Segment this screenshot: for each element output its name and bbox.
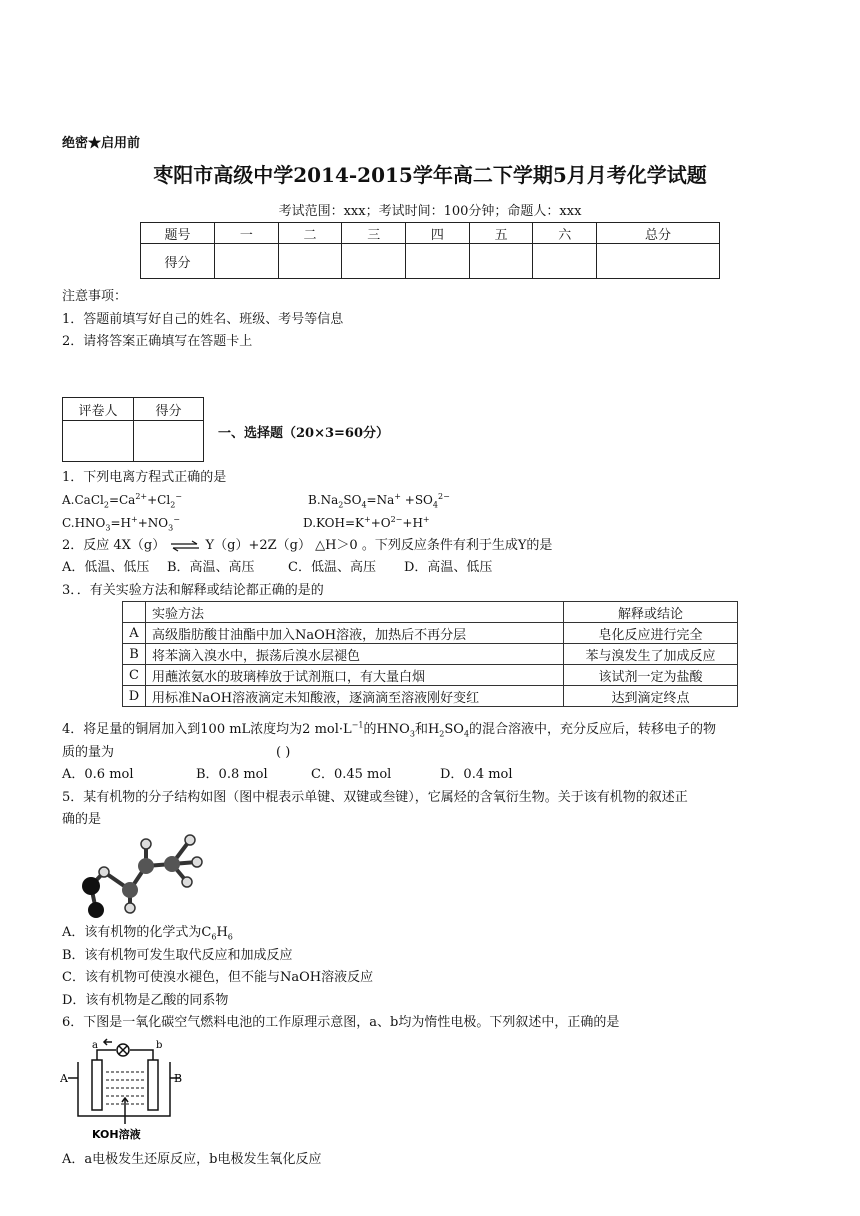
gas-b-label: B	[174, 1072, 183, 1085]
exam-info: 考试范围：xxx；考试时间：100分钟；命题人：xxx	[278, 204, 582, 219]
row-key: B	[123, 644, 146, 665]
grader-name-cell[interactable]	[63, 421, 134, 462]
q4-option: C．0.45 mol	[311, 767, 392, 782]
answer-paren: ( )	[276, 745, 291, 760]
koh-label: KOH溶液	[92, 1128, 141, 1140]
score-cell[interactable]	[406, 244, 470, 279]
q5-stem-line1: 5．某有机物的分子结构如图（图中棍表示单键、双键或叁键），它属烃的含氧衍生物。关于该有机物的叙述正	[62, 790, 688, 805]
fuel-cell-diagram	[60, 1038, 192, 1140]
row-conclusion: 苯与溴发生了加成反应	[564, 644, 738, 665]
q4-stem-line1: 4．将足量的铜屑加入到100 mL浓度均为2 $mol\cdot L^{-1}$的$HNO_3$和$H_2SO_4$的混合溶液中，充分反应后，转移电子的物	[62, 720, 717, 739]
score-cell[interactable]	[533, 244, 597, 279]
q1-stem: 1．下列电离方程式正确的是	[62, 470, 227, 485]
table-header-method: 实验方法	[146, 602, 564, 623]
table-row	[123, 623, 738, 644]
q1-option-c: $C.HNO_3=H^++NO_3^-$	[62, 515, 180, 533]
score-header-cell: 一	[215, 223, 279, 244]
score-header-cell: 五	[469, 223, 533, 244]
section-title: 一、选择题（20×3=60分）	[218, 426, 390, 441]
q4-option: D．0.4 mol	[440, 767, 513, 782]
score-header-cell: 四	[406, 223, 470, 244]
secret-label: 绝密★启用前	[62, 136, 141, 151]
q2-option: C．低温、高压	[288, 560, 376, 575]
q5-option-a: A．该有机物的化学式为$C_6H_6$	[62, 925, 233, 942]
notes-title: 注意事项：	[62, 289, 128, 304]
grader-box	[62, 397, 204, 462]
gas-a-label: A	[60, 1072, 68, 1085]
equilibrium-arrow-icon	[169, 540, 201, 552]
score-row-label: 得分	[141, 244, 215, 279]
score-cell[interactable]	[597, 244, 720, 279]
q3-experiment-table	[122, 601, 738, 707]
table-row	[123, 602, 738, 623]
q4-option: B．0.8 mol	[196, 767, 268, 782]
row-conclusion: 皂化反应进行完全	[564, 623, 738, 644]
row-key: D	[123, 686, 146, 707]
q1-option-d: $D.KOH=K^++O^{2-}+H^+$	[303, 515, 430, 530]
score-table-header-row	[141, 223, 720, 244]
table-cell	[123, 602, 146, 623]
note-item: 2．请将答案正确填写在答题卡上	[62, 334, 253, 349]
table-row	[123, 665, 738, 686]
q5-stem-line2: 确的是	[62, 812, 102, 827]
q4-option: A．0.6 mol	[62, 767, 134, 782]
grader-label: 评卷人	[63, 398, 134, 421]
row-method: 将苯滴入溴水中，振荡后溴水层褪色	[146, 644, 564, 665]
q2-stem: 2．反应 4X（g） Y（g）+2Z（g） △H＞0 。下列反应条件有利于生成Y的是	[62, 538, 553, 553]
row-key: A	[123, 623, 146, 644]
score-header-cell: 题号	[141, 223, 215, 244]
molecule-ball-stick-model	[62, 826, 212, 922]
q5-option-b: B．该有机物可发生取代反应和加成反应	[62, 948, 293, 963]
electrode-b-label: b	[156, 1040, 163, 1051]
grader-score-label: 得分	[134, 398, 204, 421]
note-item: 1．答题前填写好自己的姓名、班级、考号等信息	[62, 312, 344, 327]
row-method: 用标准NaOH溶液滴定未知酸液，逐滴滴至溶液刚好变红	[146, 686, 564, 707]
q1-option-b: $B.Na_2SO_4=Na^+ +SO_4^{2-}$	[308, 492, 450, 510]
score-cell[interactable]	[342, 244, 406, 279]
score-table	[140, 222, 720, 279]
row-method: 高级脂肪酸甘油酯中加入NaOH溶液，加热后不再分层	[146, 623, 564, 644]
score-cell[interactable]	[215, 244, 279, 279]
row-key: C	[123, 665, 146, 686]
score-header-cell: 二	[278, 223, 342, 244]
score-cell[interactable]	[278, 244, 342, 279]
q2-option: D．高温、低压	[404, 560, 493, 575]
q6-option-a: A．a电极发生还原反应，b电极发生氧化反应	[62, 1152, 322, 1167]
score-header-cell: 六	[533, 223, 597, 244]
table-row	[123, 644, 738, 665]
row-conclusion: 达到滴定终点	[564, 686, 738, 707]
q1-option-a: $A.CaCl_2=Ca^{2+}+Cl_2^-$	[62, 492, 182, 510]
q4-stem-line2: 质的量为	[62, 745, 115, 760]
grader-score-cell[interactable]	[134, 421, 204, 462]
q5-option-d: D．该有机物是乙酸的同系物	[62, 993, 229, 1008]
row-method: 用蘸浓氨水的玻璃棒放于试剂瓶口，有大量白烟	[146, 665, 564, 686]
table-row	[123, 686, 738, 707]
q6-stem: 6．下图是一氧化碳空气燃料电池的工作原理示意图，a、b均为惰性电极。下列叙述中，正确的是	[62, 1015, 620, 1030]
exam-title: 枣阳市高级中学2014-2015学年高二下学期5月月考化学试题	[153, 163, 707, 187]
q2-option: B．高温、高压	[167, 560, 255, 575]
electrode-a-label: a	[92, 1040, 98, 1051]
q2-option: A．低温、低压	[62, 560, 150, 575]
score-cell[interactable]	[469, 244, 533, 279]
row-conclusion: 该试剂一定为盐酸	[564, 665, 738, 686]
q5-option-c: C．该有机物可使溴水褪色，但不能与NaOH溶液反应	[62, 970, 374, 985]
score-table-score-row	[141, 244, 720, 279]
q3-stem: 3．．有关实验方法和解释或结论都正确的是的	[62, 583, 324, 598]
table-header-conclusion: 解释或结论	[564, 602, 738, 623]
score-header-cell: 总分	[597, 223, 720, 244]
score-header-cell: 三	[342, 223, 406, 244]
